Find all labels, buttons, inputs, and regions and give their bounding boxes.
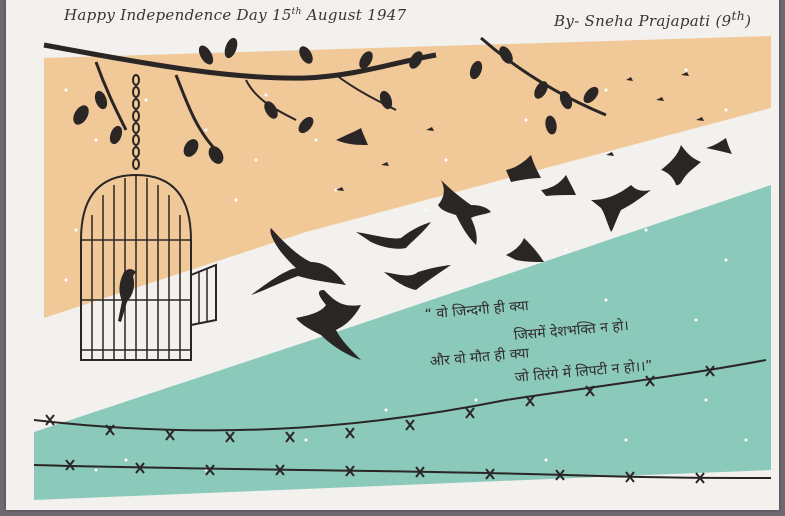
byline-prefix: By- Sneha Prajapati (9 (554, 12, 732, 30)
drawing-paper (6, 0, 779, 510)
page-title (64, 6, 406, 24)
quote-line-1: “ वो जिन्दगी ही क्या (424, 297, 530, 323)
tricolor-artwork (6, 0, 779, 510)
byline-ordinal: th (731, 8, 746, 23)
author-byline (554, 8, 751, 30)
byline-suffix: ) (745, 12, 752, 30)
quote-line-3: और वो मौत ही क्या (429, 345, 530, 370)
quote-line-2: जिसमें देशभक्ति न हो। (513, 317, 630, 344)
title-ordinal: th (291, 7, 302, 17)
title-prefix: Happy Independence Day 15 (64, 6, 292, 24)
title-suffix: August 1947 (301, 6, 407, 24)
quote-line-4: जो तिरंगे में लिपटी न हो।।” (514, 357, 654, 386)
